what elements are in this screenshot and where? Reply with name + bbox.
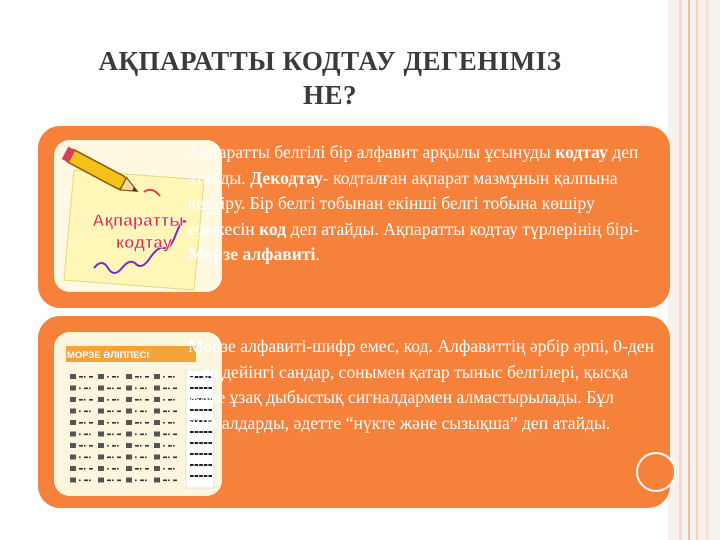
morse-signal-mark (84, 399, 86, 401)
content-card-morse (38, 316, 670, 508)
morse-signal-mark (145, 468, 149, 470)
morse-signal-mark (79, 422, 83, 424)
morse-signal-mark (112, 399, 116, 401)
morse-signal-mark (173, 388, 177, 390)
morse-description-text: Морзе алфавиті-шифр емес, код. Алфавиттің әрбір әрпі, 0-ден 9-ға дейінгі сандар, сонымен қатар тыныс белгілері, қысқа және ұзақ дыбыстық сигналдармен алмастырылады. Бұл сигналдарды, әдетте “нүкте және сызықша” деп атайды. (188, 336, 655, 433)
morse-table-title: МОРЗЕ ӘЛІППЕСІ (66, 350, 150, 361)
morse-signal-mark (79, 376, 83, 378)
morse-signal-mark (89, 457, 91, 459)
morse-signal-mark (135, 399, 139, 401)
morse-signal-mark (140, 445, 142, 447)
morse-digit-mark (208, 475, 212, 477)
morse-signal-mark (107, 457, 111, 459)
morse-signal-mark (173, 445, 175, 447)
morse-signal-mark (89, 422, 93, 424)
morse-signal-mark (89, 376, 93, 378)
morse-signal-mark (168, 445, 172, 447)
morse-signal-mark (89, 399, 93, 401)
morse-signal-mark (135, 468, 139, 470)
morse-letter-glyph (154, 478, 160, 483)
morse-signal-mark (79, 457, 81, 459)
morse-signal-mark (173, 399, 175, 401)
morse-signal-mark (79, 468, 83, 470)
morse-letter-glyph (154, 432, 160, 437)
morse-letter-glyph (98, 397, 104, 402)
morse-signal-mark (79, 480, 81, 482)
morse-letter-glyph (98, 420, 104, 425)
morse-signal-mark (135, 411, 137, 413)
morse-letter-glyph (70, 420, 76, 425)
morse-digit-mark (190, 464, 194, 466)
morse-signal-mark (112, 480, 114, 482)
morse-letter-glyph (98, 443, 104, 448)
morse-letter-glyph (126, 455, 132, 460)
decoding-term: Декодтау (250, 167, 323, 188)
morse-signal-mark (163, 468, 165, 470)
morse-signal-mark (168, 376, 172, 378)
morse-signal-mark (140, 480, 144, 482)
morse-signal-mark (168, 388, 170, 390)
morse-signal-mark (107, 422, 109, 424)
coding-term: кодтау (555, 142, 608, 162)
morse-signal-mark (173, 411, 177, 413)
morse-signal-mark (89, 480, 91, 482)
morse-signal-mark (89, 468, 93, 470)
morse-letter-glyph (98, 386, 104, 391)
morse-letter-glyph (70, 386, 76, 391)
coding-illustration-label-line2: кодтау (115, 233, 173, 252)
morse-signal-mark (168, 480, 170, 482)
slide-title-line1: АҚПАРАТТЫ КОДТАУ ДЕГЕНІМІЗ (98, 46, 562, 76)
morse-signal-mark (163, 422, 165, 424)
morse-signal-mark (145, 388, 147, 390)
morse-signal-mark (107, 399, 109, 401)
decorative-stripe-line (679, 0, 682, 540)
morse-signal-mark (135, 445, 139, 447)
morse-letter-glyph (126, 478, 132, 483)
morse-signal-mark (140, 434, 144, 436)
morse-signal-mark (112, 422, 116, 424)
morse-signal-mark (112, 388, 114, 390)
morse-signal-mark (117, 468, 119, 470)
morse-signal-mark (135, 480, 137, 482)
morse-signal-mark (84, 468, 86, 470)
coding-illustration-label-line1: Ақпаратты (92, 211, 184, 230)
morse-digit-mark (199, 475, 203, 477)
morse-digit-mark (204, 475, 208, 477)
morse-signal-mark (140, 388, 144, 390)
morse-digit-mark (195, 464, 199, 466)
morse-digit-mark (204, 442, 208, 444)
morse-letter-glyph (70, 374, 76, 379)
morse-signal-mark (135, 434, 137, 436)
morse-letter-glyph (98, 466, 104, 471)
morse-signal-mark (107, 434, 111, 436)
morse-signal-mark (163, 434, 167, 436)
morse-letter-glyph (98, 455, 104, 460)
morse-signal-mark (140, 411, 144, 413)
morse-signal-mark (173, 376, 175, 378)
morse-signal-mark (163, 445, 165, 447)
morse-digit-mark (195, 453, 199, 455)
morse-signal-mark (79, 399, 83, 401)
morse-signal-mark (112, 411, 114, 413)
morse-signal-mark (163, 399, 165, 401)
morse-signal-mark (168, 434, 170, 436)
slide-title-line2: НЕ? (302, 80, 357, 110)
morse-letter-glyph (70, 397, 76, 402)
decorative-stripe-line (688, 0, 690, 540)
slide-title (0, 44, 660, 112)
coding-text-segment: деп атайды. (188, 142, 639, 188)
morse-signal-mark (145, 411, 147, 413)
morse-signal-mark (163, 388, 167, 390)
morse-signal-mark (107, 480, 111, 482)
morse-letter-glyph (154, 420, 160, 425)
morse-signal-mark (135, 376, 139, 378)
morse-signal-mark (145, 480, 147, 482)
morse-signal-mark (163, 457, 167, 459)
morse-letter-glyph (98, 374, 104, 379)
morse-signal-mark (117, 411, 121, 413)
morse-signal-mark (117, 457, 121, 459)
morse-signal-mark (107, 376, 109, 378)
morse-letter-glyph (154, 409, 160, 414)
page-number-bubble (636, 452, 676, 492)
morse-letter-glyph (70, 455, 76, 460)
morse-letter-glyph (70, 466, 76, 471)
morse-letter-glyph (98, 409, 104, 414)
morse-signal-mark (84, 411, 88, 413)
morse-signal-mark (173, 480, 177, 482)
morse-letter-glyph (98, 478, 104, 483)
morse-signal-mark (117, 376, 119, 378)
morse-signal-mark (112, 445, 116, 447)
morse-signal-mark (84, 457, 88, 459)
morse-digit-mark (190, 475, 194, 477)
morse-signal-mark (89, 388, 91, 390)
morse-digit-mark (190, 442, 194, 444)
morse-signal-mark (173, 434, 177, 436)
morse-signal-mark (140, 399, 142, 401)
coding-text-segment: деп атайды. Ақпаратты кодтау түрлерінің бірі- (286, 218, 640, 239)
morse-signal-mark (79, 388, 81, 390)
morse-letter-glyph (126, 443, 132, 448)
morse-signal-mark (89, 411, 91, 413)
morse-signal-mark (117, 422, 119, 424)
morse-digit-mark (190, 453, 194, 455)
morse-digit-mark (199, 442, 203, 444)
decorative-stripe-line (706, 0, 709, 540)
morse-digit-mark (208, 453, 212, 455)
morse-signal-mark (107, 388, 111, 390)
morse-letter-glyph (126, 409, 132, 414)
morse-signal-mark (168, 468, 172, 470)
morse-alphabet-term: Морзе алфавиті (188, 244, 316, 265)
morse-signal-mark (117, 434, 121, 436)
code-term: код (259, 218, 287, 239)
morse-signal-mark (112, 457, 114, 459)
morse-signal-mark (145, 445, 149, 447)
morse-digit-mark (204, 453, 208, 455)
morse-digit-mark (199, 464, 203, 466)
morse-signal-mark (84, 376, 86, 378)
morse-signal-mark (79, 445, 83, 447)
morse-signal-mark (135, 457, 137, 459)
morse-signal-mark (112, 468, 116, 470)
morse-signal-mark (145, 376, 149, 378)
morse-letter-glyph (126, 432, 132, 437)
morse-signal-mark (84, 422, 86, 424)
morse-letter-glyph (154, 397, 160, 402)
morse-signal-mark (173, 457, 177, 459)
morse-signal-mark (163, 411, 167, 413)
morse-signal-mark (168, 411, 170, 413)
morse-digit-mark (195, 442, 199, 444)
morse-digit-mark (204, 464, 208, 466)
morse-signal-mark (145, 422, 149, 424)
morse-letter-glyph (98, 432, 104, 437)
morse-signal-mark (140, 376, 142, 378)
morse-letter-glyph (126, 420, 132, 425)
morse-signal-mark (112, 376, 116, 378)
coding-definition-text (188, 140, 664, 268)
morse-letter-glyph (126, 397, 132, 402)
morse-signal-mark (145, 399, 149, 401)
morse-digit-mark (199, 453, 203, 455)
morse-letter-glyph (154, 443, 160, 448)
morse-signal-mark (79, 434, 81, 436)
morse-letter-glyph (70, 432, 76, 437)
morse-signal-mark (112, 434, 114, 436)
coding-text-segment: Ақпаратты белгілі бір алфавит арқылы ұсынуды (188, 142, 556, 162)
morse-letter-glyph (70, 409, 76, 414)
morse-letter-glyph (70, 478, 76, 483)
morse-signal-mark (89, 434, 91, 436)
morse-signal-mark (117, 388, 121, 390)
morse-signal-mark (107, 411, 111, 413)
morse-signal-mark (140, 422, 142, 424)
content-card-coding (38, 126, 670, 308)
morse-signal-mark (117, 399, 119, 401)
morse-signal-mark (89, 445, 93, 447)
morse-signal-mark (168, 457, 170, 459)
morse-signal-mark (168, 422, 172, 424)
morse-signal-mark (84, 445, 86, 447)
morse-signal-mark (140, 468, 142, 470)
morse-signal-mark (107, 445, 109, 447)
morse-digit-mark (195, 475, 199, 477)
morse-letter-glyph (154, 386, 160, 391)
morse-letter-glyph (154, 466, 160, 471)
decorative-stripe-line (696, 0, 698, 540)
morse-letter-glyph (126, 374, 132, 379)
morse-signal-mark (140, 457, 144, 459)
morse-signal-mark (79, 411, 81, 413)
coding-text-segment: - кодталған ақпарат мазмұнын қалпына келтіру. Бір белгі тобынан екінші белгі тобына көшіру ережесін (188, 167, 618, 239)
morse-letter-glyph (154, 374, 160, 379)
morse-signal-mark (173, 422, 175, 424)
morse-letter-glyph (70, 443, 76, 448)
morse-digit-mark (208, 442, 212, 444)
morse-signal-mark (84, 480, 88, 482)
morse-signal-mark (117, 445, 119, 447)
morse-signal-mark (84, 388, 88, 390)
morse-signal-mark (145, 434, 147, 436)
morse-letter-glyph (126, 386, 132, 391)
morse-letter-glyph (126, 466, 132, 471)
morse-signal-mark (135, 422, 139, 424)
morse-signal-mark (163, 376, 165, 378)
morse-signal-mark (117, 480, 121, 482)
decorative-stripe-background (668, 0, 720, 540)
morse-digit-mark (208, 464, 212, 466)
morse-signal-mark (163, 480, 167, 482)
morse-letter-glyph (154, 455, 160, 460)
morse-signal-mark (168, 399, 172, 401)
coding-text-segment: . (315, 244, 320, 265)
morse-signal-mark (145, 457, 147, 459)
morse-signal-mark (173, 468, 175, 470)
morse-signal-mark (84, 434, 88, 436)
morse-signal-mark (107, 468, 109, 470)
morse-signal-mark (135, 388, 137, 390)
